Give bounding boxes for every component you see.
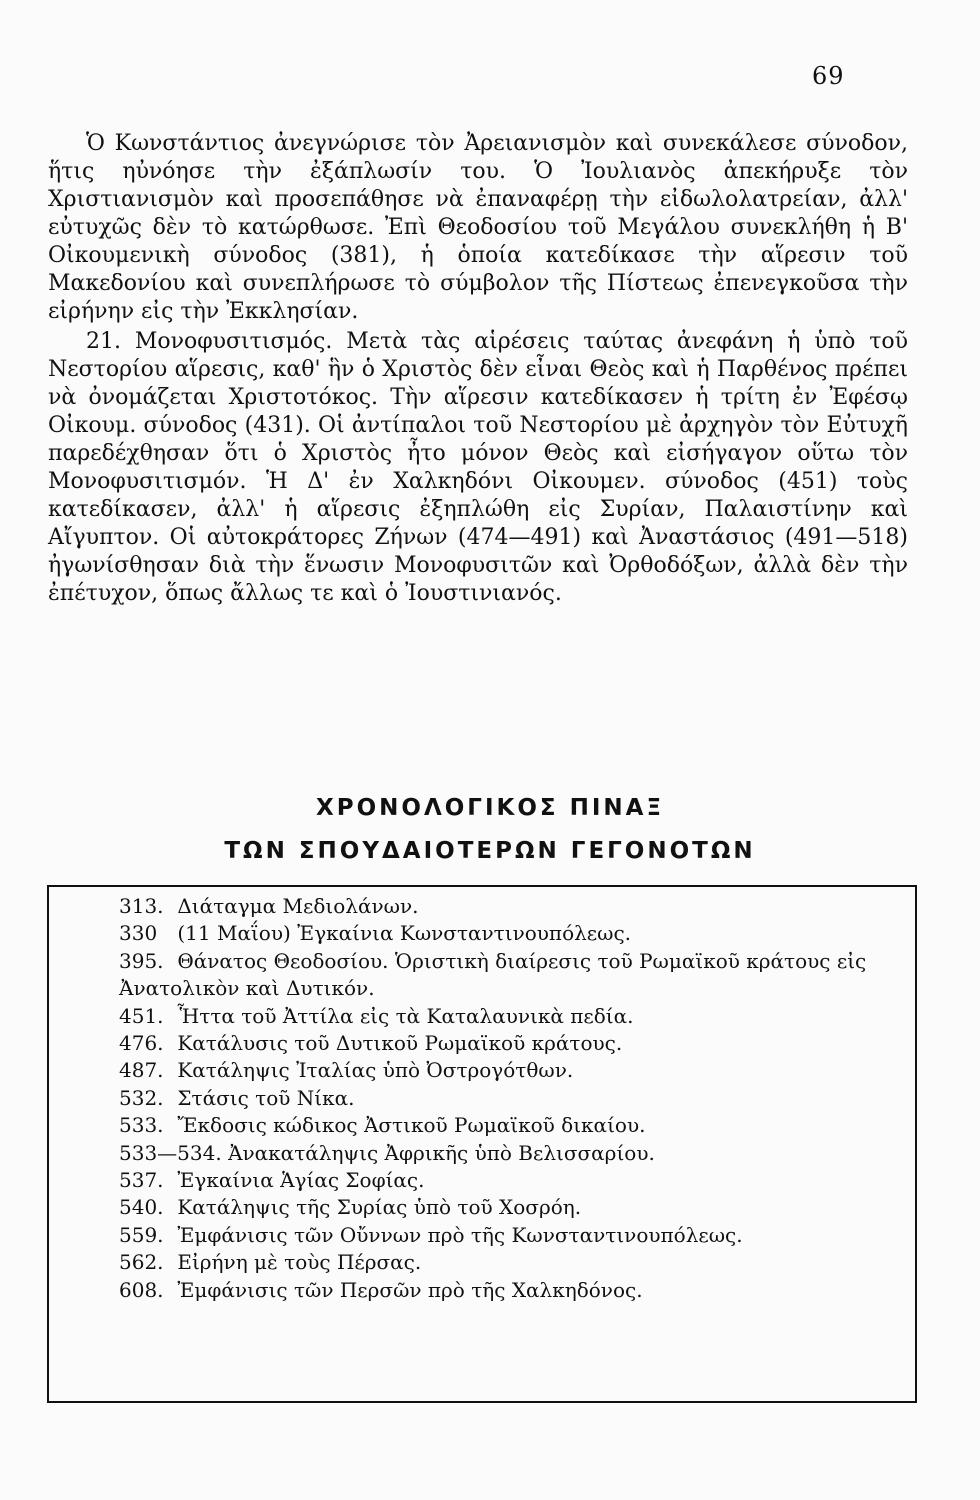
entry-year: 540. — [119, 1195, 164, 1220]
entry-year: 395. — [119, 948, 164, 973]
entry-year: 537. — [119, 1168, 164, 1193]
entry-year: 487. — [119, 1058, 164, 1083]
entry-year: 559. — [119, 1222, 164, 1247]
entry-event: Θάνατος Θεοδοσίου. Ὁριστικὴ διαίρεσις τοῦ Ρωμαϊκοῦ κράτους εἰς Ἀνατολικὸν καὶ Δυτικόν. — [119, 948, 867, 1001]
entry-event: Κατάλυσις τοῦ Δυτικοῦ Ρωμαϊκοῦ κράτους. — [177, 1031, 623, 1056]
entry-year: 313. — [119, 894, 164, 918]
chronology-entry — [49, 1030, 915, 1057]
entry-event: Ἀνακατάληψις Ἀφρικῆς ὑπὸ Βελισσαρίου. — [228, 1140, 655, 1165]
entry-event: Εἰρήνη μὲ τοὺς Πέρσας. — [177, 1250, 422, 1275]
chronology-entry — [49, 1003, 915, 1030]
chronology-entry — [49, 893, 915, 920]
page-number: 69 — [812, 62, 845, 90]
chronology-title-line2: ΤΩΝ ΣΠΟΥΔΑΙΟΤΕΡΩΝ ΓΕΓΟΝΟΤΩΝ — [224, 838, 756, 864]
entry-year: 476. — [119, 1031, 164, 1056]
entry-year: 330 — [119, 921, 158, 946]
entry-year: 533—534. — [119, 1140, 222, 1165]
entry-year: 562. — [119, 1250, 164, 1275]
entry-year: 532. — [119, 1085, 164, 1110]
chronology-entry — [49, 1057, 915, 1084]
entry-year: 533. — [119, 1113, 164, 1138]
chronology-entry — [49, 920, 915, 947]
entry-event: Στάσις τοῦ Νίκα. — [177, 1085, 355, 1110]
entry-year: 451. — [119, 1003, 164, 1028]
paragraph-1: Ὁ Κωνστάντιος ἀνεγνώρισε τὸν Ἀρειανισμὸν καὶ συνεκάλεσε σύνοδον, ἥτις ηὐνόησε τὴν ἐξάπλωσίν του. Ὁ Ἰουλιανὸς ἀπεκήρυξε τὸν Χριστιανισμὸν καὶ προσεπάθησε νὰ ἐπαναφέρῃ τὴν εἰδωλολατρείαν, ἀλλ' εὐτυχῶς δὲν τὸ κατώρθωσε. Ἐπὶ Θεοδοσίου τοῦ Μεγάλου συνεκλήθη ἡ Β' Οἰκουμενικὴ σύνοδος (381), ἡ ὁποία κατεδίκασε τὴν αἵρεσιν τοῦ Μακεδονίου καὶ συνεπλήρωσε τὸ σύμβολον τῆς Πίστεως ἐπενεγκοῦσα τὴν εἰρήνην εἰς τὴν Ἐκκλησίαν. — [48, 131, 908, 324]
entry-event: Διάταγμα Μεδιολάνων. — [177, 894, 419, 918]
paragraph-2: 21. Μονοφυσιτισμός. Μετὰ τὰς αἱρέσεις ταύτας ἀνεφάνη ἡ ὑπὸ τοῦ Νεστορίου αἵρεσις, καθ' ἣν ὁ Χριστὸς δὲν εἶναι Θεὸς καὶ ἡ Παρθένος πρέπει νὰ ὀνομάζεται Χριστοτόκος. Τὴν αἵρεσιν κατεδίκασεν ἡ τρίτη ἐν Ἐφέσῳ Οἰκουμ. σύνοδος (431). Οἱ ἀντίπαλοι τοῦ Νεστορίου μὲ ἀρχηγὸν τὸν Εὐτυχῆ παρεδέχθησαν ὅτι ὁ Χριστὸς ἦτο μόνον Θεὸς καὶ εἰσήγαγον οὕτω τὸν Μονοφυσιτισμόν. Ἡ Δ' ἐν Χαλκηδόνι Οἰκουμεν. σύνοδος (451) τοὺς κατεδίκασεν, ἀλλ' ἡ αἵρεσις ἐξηπλώθη εἰς Συρίαν, Παλαιστίνην καὶ Αἴγυπτον. Οἱ αὐτοκράτορες Ζήνων (474—491) καὶ Ἀναστάσιος (491—518) ἠγωνίσθησαν διὰ τὴν ἕνωσιν Μονοφυσιτῶν καὶ Ὀρθοδόξων, ἀλλὰ δὲν τὴν ἐπέτυχον, ὅπως ἄλλως τε καὶ ὁ Ἰουστινιανός. — [48, 329, 908, 606]
chronology-title-line1: ΧΡΟΝΟΛΟΓΙΚΟΣ ΠΙΝΑΞ — [316, 795, 664, 821]
entry-event: (11 Μαΐου) Ἐγκαίνια Κωνσταντινουπόλεως. — [177, 921, 632, 946]
chronology-entry — [49, 1167, 915, 1194]
entry-event: Ἧττα τοῦ Ἀττίλα εἰς τὰ Καταλαυνικὰ πεδία. — [177, 1003, 634, 1028]
entry-event: Ἐμφάνισις τῶν Οὔννων πρὸ τῆς Κωνσταντινουπόλεως. — [177, 1222, 743, 1247]
entry-event: Κατάληψις τῆς Συρίας ὑπὸ τοῦ Χοσρόη. — [177, 1195, 582, 1220]
chronology-entry — [49, 1140, 915, 1167]
chronology-table — [47, 885, 917, 1403]
chronology-entry — [49, 948, 915, 1003]
chronology-entry — [49, 1194, 915, 1221]
entry-event: Ἔκδοσις κώδικος Ἀστικοῦ Ρωμαϊκοῦ δικαίου. — [177, 1113, 646, 1138]
chronology-entry — [49, 1222, 915, 1249]
chronology-entry — [49, 1085, 915, 1112]
chronology-list — [49, 887, 915, 1304]
body-text — [48, 130, 908, 608]
chronology-entry — [49, 1112, 915, 1139]
chronology-entry — [49, 1277, 915, 1304]
entry-event: Ἐγκαίνια Ἁγίας Σοφίας. — [177, 1168, 425, 1193]
entry-year: 608. — [119, 1277, 164, 1302]
entry-event: Ἐμφάνισις τῶν Περσῶν πρὸ τῆς Χαλκηδόνος. — [177, 1277, 643, 1302]
chronology-entry — [49, 1249, 915, 1276]
entry-event: Κατάληψις Ἰταλίας ὑπὸ Ὀστρογότθων. — [177, 1058, 574, 1083]
